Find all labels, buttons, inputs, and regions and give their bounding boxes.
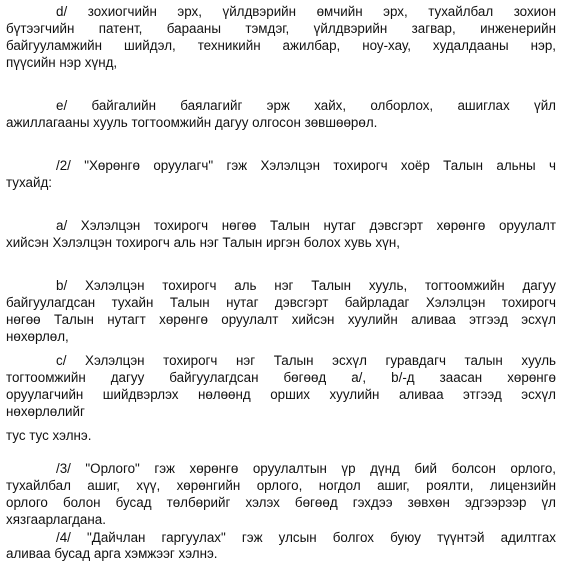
- paragraph-a-line-1: a/ Хэлэлцэн тохирогч нөгөө Талын нутаг дэвсгэрт хөрөнгө оруулалт: [56, 218, 556, 233]
- paragraph-a-line-2: хийсэн Хэлэлцэн тохирогч аль нэг Талын иргэн болох хувь хүн,: [6, 235, 400, 250]
- paragraph-e-line-1: e/ байгалийн баялагийг эрж хайх, олборлох, ашиглах үйл: [56, 98, 556, 113]
- article-4-line-1: /4/ "Дайчлан гаргуулах" гэж улсын болгох буюу түүнтэй адилтгах: [56, 530, 556, 545]
- paragraph-b-line-3: нөгөө Талын нутагт хөрөнгө оруулалт хийсэн хуулийн аливаа этгээд эсхүл: [6, 312, 556, 327]
- article-3-line-3: орлого болон бусад төлбөрийг хэлэх бөгөөд гэхдээ зөвхөн эдгээрээр үл: [6, 495, 556, 510]
- article-3-line-2: тухайлбал ашиг, хүү, хөрөнгийн орлого, ногдол ашиг, роялти, лицензийн: [6, 478, 556, 493]
- article-2-line-1: /2/ "Хөрөнгө оруулагч" гэж Хэлэлцэн тохирогч хоёр Талын альны ч: [56, 158, 556, 173]
- paragraph-d-line-4: пүүсийн нэр хүнд,: [6, 55, 118, 70]
- paragraph-c-line-2: тогтоомжийн дагуу байгуулагдсан бөгөөд a/, b/-д заасан хөрөнгө: [6, 370, 556, 385]
- article-3-line-1: /3/ "Орлого" гэж хөрөнгө оруулалтын үр дүнд бий болсон орлого,: [56, 461, 556, 476]
- paragraph-c-line-1: c/ Хэлэлцэн тохирогч нэг Талын эсхүл гуравдагч талын хууль: [56, 353, 556, 368]
- paragraph-d-line-1: d/ зохиогчийн эрх, үйлдвэрийн өмчийн эрх, тухайлбал зохион: [56, 4, 556, 19]
- paragraph-e-line-2: ажиллагааны хууль тогтоомжийн дагуу олгосон зөвшөөрөл.: [6, 115, 378, 130]
- paragraph-b-line-2: байгуулагдсан тухайн Талын нутаг дэвсгэрт байрладаг Хэлэлцэн тохирогч: [6, 295, 556, 310]
- article-4-line-2: аливаа бусад арга хэмжээг хэлнэ.: [6, 546, 218, 561]
- article-3-line-4: хязгаарлагдана.: [6, 512, 106, 527]
- paragraph-b-line-1: b/ Хэлэлцэн тохирогч аль нэг Талын хууль, тогтоомжийн дагуу: [56, 278, 556, 293]
- paragraph-d-line-3: байгууламжийн шийдэл, техникийн ажилбар, ноу-хау, худалдааны нэр,: [6, 38, 556, 53]
- paragraph-b-line-4: нөхөрлөл,: [6, 329, 69, 344]
- paragraph-d-line-2: бүтээгчийн патент, барааны тэмдэг, үйлдвэрийн загвар, инженерийн: [6, 21, 556, 36]
- paragraph-c-line-3: оруулагчийн шийдвэрлэх нөлөөнд орших хуулийн аливаа этгээд эсхүл: [6, 387, 556, 402]
- paragraph-c-line-4: нөхөрлөлийг: [6, 404, 85, 419]
- article-2-line-2: тухайд:: [6, 175, 52, 190]
- closing-line: тус тус хэлнэ.: [6, 428, 92, 443]
